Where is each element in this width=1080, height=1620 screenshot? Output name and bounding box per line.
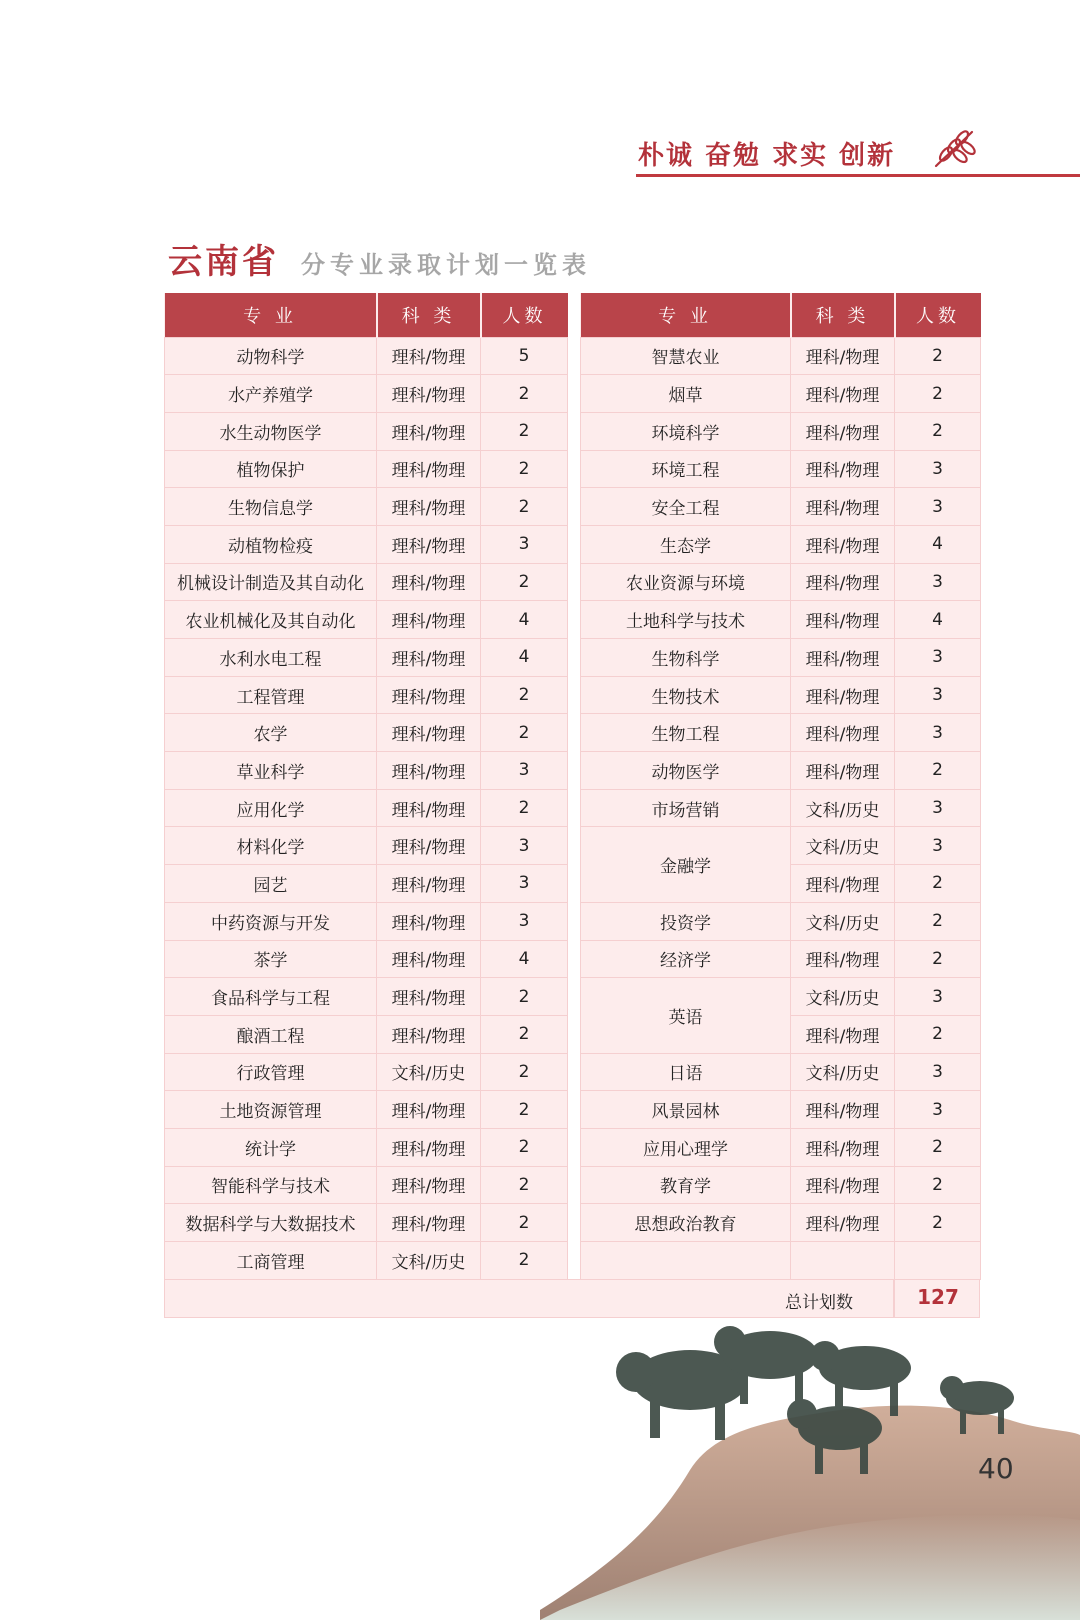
category-cell: 理科/物理 bbox=[377, 450, 481, 488]
category-cell: 理科/物理 bbox=[791, 450, 895, 488]
category-cell: 理科/物理 bbox=[377, 1015, 481, 1053]
count-cell: 4 bbox=[481, 601, 568, 639]
category-cell: 理科/物理 bbox=[377, 902, 481, 940]
table-row bbox=[581, 789, 981, 827]
count-cell: 3 bbox=[895, 978, 981, 1016]
table-row bbox=[581, 488, 981, 526]
count-cell: 3 bbox=[895, 639, 981, 677]
major-cell: 统计学 bbox=[165, 1128, 377, 1166]
table-row bbox=[581, 714, 981, 752]
count-cell: 2 bbox=[481, 1053, 568, 1091]
major-cell: 工商管理 bbox=[165, 1242, 377, 1280]
header-major: 专 业 bbox=[581, 293, 791, 337]
major-cell: 植物保护 bbox=[165, 450, 377, 488]
category-cell: 理科/物理 bbox=[377, 1128, 481, 1166]
major-cell: 动植物检疫 bbox=[165, 525, 377, 563]
major-cell: 经济学 bbox=[581, 940, 791, 978]
table-row bbox=[581, 902, 981, 940]
table-row bbox=[581, 1128, 981, 1166]
major-cell: 农业机械化及其自动化 bbox=[165, 601, 377, 639]
category-cell: 理科/物理 bbox=[377, 714, 481, 752]
category-cell: 理科/物理 bbox=[377, 1204, 481, 1242]
major-cell: 农业资源与环境 bbox=[581, 563, 791, 601]
table-row bbox=[165, 865, 568, 903]
category-cell: 理科/物理 bbox=[791, 1015, 895, 1053]
major-cell: 材料化学 bbox=[165, 827, 377, 865]
major-cell: 农学 bbox=[165, 714, 377, 752]
category-cell: 理科/物理 bbox=[377, 827, 481, 865]
count-cell: 3 bbox=[481, 865, 568, 903]
table-row bbox=[581, 1204, 981, 1242]
page-title bbox=[168, 234, 591, 283]
count-cell: 3 bbox=[895, 1053, 981, 1091]
count-cell: 2 bbox=[481, 1015, 568, 1053]
category-cell: 文科/历史 bbox=[791, 978, 895, 1016]
category-cell: 理科/物理 bbox=[791, 865, 895, 903]
table-row bbox=[581, 450, 981, 488]
category-cell: 理科/物理 bbox=[791, 676, 895, 714]
major-cell: 土地科学与技术 bbox=[581, 601, 791, 639]
left-table bbox=[164, 293, 568, 1280]
count-cell: 2 bbox=[895, 375, 981, 413]
category-cell: 理科/物理 bbox=[377, 940, 481, 978]
table-row bbox=[165, 488, 568, 526]
table-row bbox=[165, 827, 568, 865]
count-cell: 4 bbox=[895, 601, 981, 639]
table-row bbox=[165, 978, 568, 1016]
wheat-icon bbox=[932, 126, 980, 170]
major-cell: 烟草 bbox=[581, 375, 791, 413]
category-cell: 理科/物理 bbox=[377, 978, 481, 1016]
major-cell: 园艺 bbox=[165, 865, 377, 903]
major-cell: 生物工程 bbox=[581, 714, 791, 752]
count-cell: 2 bbox=[895, 1166, 981, 1204]
category-cell: 理科/物理 bbox=[791, 752, 895, 790]
major-cell: 英语 bbox=[581, 978, 791, 1053]
right-table bbox=[580, 293, 981, 1280]
table-row bbox=[581, 978, 981, 1016]
category-cell: 理科/物理 bbox=[377, 337, 481, 375]
category-cell: 理科/物理 bbox=[377, 525, 481, 563]
table-row bbox=[165, 1204, 568, 1242]
header-count: 人数 bbox=[481, 293, 568, 337]
count-cell: 3 bbox=[481, 827, 568, 865]
major-cell: 生物技术 bbox=[581, 676, 791, 714]
category-cell: 文科/历史 bbox=[791, 902, 895, 940]
category-cell: 理科/物理 bbox=[377, 1091, 481, 1129]
major-cell: 动物科学 bbox=[165, 337, 377, 375]
count-cell: 2 bbox=[481, 1204, 568, 1242]
table-row bbox=[581, 601, 981, 639]
count-cell: 2 bbox=[481, 1128, 568, 1166]
count-cell: 2 bbox=[895, 1015, 981, 1053]
table-row bbox=[165, 639, 568, 677]
count-cell: 2 bbox=[481, 1242, 568, 1280]
category-cell: 理科/物理 bbox=[377, 676, 481, 714]
major-cell: 中药资源与开发 bbox=[165, 902, 377, 940]
table-title: 分专业录取计划一览表 bbox=[301, 251, 591, 279]
category-cell: 理科/物理 bbox=[791, 375, 895, 413]
table-row bbox=[165, 1015, 568, 1053]
major-cell: 数据科学与大数据技术 bbox=[165, 1204, 377, 1242]
category-cell: 理科/物理 bbox=[377, 601, 481, 639]
major-cell: 食品科学与工程 bbox=[165, 978, 377, 1016]
count-cell: 2 bbox=[481, 676, 568, 714]
table-row bbox=[581, 563, 981, 601]
major-cell: 工程管理 bbox=[165, 676, 377, 714]
count-cell: 3 bbox=[895, 789, 981, 827]
category-cell: 理科/物理 bbox=[791, 940, 895, 978]
category-cell: 文科/历史 bbox=[791, 789, 895, 827]
category-cell: 理科/物理 bbox=[791, 1128, 895, 1166]
category-cell: 理科/物理 bbox=[377, 865, 481, 903]
count-cell: 3 bbox=[895, 1091, 981, 1129]
major-cell: 环境工程 bbox=[581, 450, 791, 488]
major-cell: 环境科学 bbox=[581, 412, 791, 450]
count-cell: 5 bbox=[481, 337, 568, 375]
count-cell: 2 bbox=[895, 865, 981, 903]
count-cell: 2 bbox=[895, 902, 981, 940]
category-cell: 理科/物理 bbox=[791, 639, 895, 677]
category-cell: 理科/物理 bbox=[791, 412, 895, 450]
category-cell: 理科/物理 bbox=[791, 714, 895, 752]
table-row bbox=[581, 940, 981, 978]
table-row bbox=[581, 375, 981, 413]
table-row bbox=[165, 789, 568, 827]
count-cell: 2 bbox=[481, 412, 568, 450]
category-cell: 理科/物理 bbox=[377, 1166, 481, 1204]
table-row bbox=[165, 940, 568, 978]
major-cell: 应用心理学 bbox=[581, 1128, 791, 1166]
count-cell: 2 bbox=[481, 563, 568, 601]
major-cell: 机械设计制造及其自动化 bbox=[165, 563, 377, 601]
major-cell: 投资学 bbox=[581, 902, 791, 940]
header-divider bbox=[636, 174, 1080, 177]
province-title: 云南省 bbox=[168, 242, 279, 282]
motto: 朴诚 奋勉 求实 创新 bbox=[638, 141, 896, 171]
table-row bbox=[165, 1053, 568, 1091]
table-row bbox=[165, 450, 568, 488]
category-cell bbox=[791, 1242, 895, 1280]
category-cell: 文科/历史 bbox=[791, 1053, 895, 1091]
table-row bbox=[581, 1091, 981, 1129]
table-row bbox=[581, 1053, 981, 1091]
page-number: 40 bbox=[978, 1452, 1014, 1485]
count-cell: 3 bbox=[481, 902, 568, 940]
category-cell: 理科/物理 bbox=[791, 1166, 895, 1204]
table-row bbox=[581, 337, 981, 375]
major-cell: 茶学 bbox=[165, 940, 377, 978]
major-cell: 智慧农业 bbox=[581, 337, 791, 375]
major-cell: 智能科学与技术 bbox=[165, 1166, 377, 1204]
major-cell: 思想政治教育 bbox=[581, 1204, 791, 1242]
table-row bbox=[581, 676, 981, 714]
table-row bbox=[165, 1091, 568, 1129]
category-cell: 文科/历史 bbox=[791, 827, 895, 865]
category-cell: 理科/物理 bbox=[791, 563, 895, 601]
category-cell: 理科/物理 bbox=[791, 601, 895, 639]
count-cell: 2 bbox=[895, 940, 981, 978]
major-cell: 金融学 bbox=[581, 827, 791, 902]
table-row bbox=[165, 1166, 568, 1204]
count-cell: 3 bbox=[481, 525, 568, 563]
table-row bbox=[581, 525, 981, 563]
count-cell: 2 bbox=[481, 450, 568, 488]
major-cell bbox=[581, 1242, 791, 1280]
count-cell: 2 bbox=[481, 488, 568, 526]
major-cell: 生态学 bbox=[581, 525, 791, 563]
count-cell: 2 bbox=[895, 1128, 981, 1166]
category-cell: 理科/物理 bbox=[791, 488, 895, 526]
table-row bbox=[165, 752, 568, 790]
table-row bbox=[581, 827, 981, 865]
table-row bbox=[165, 902, 568, 940]
table-row bbox=[165, 1128, 568, 1166]
major-cell: 日语 bbox=[581, 1053, 791, 1091]
header-major: 专 业 bbox=[165, 293, 377, 337]
major-cell: 草业科学 bbox=[165, 752, 377, 790]
count-cell: 3 bbox=[895, 488, 981, 526]
table-row bbox=[581, 639, 981, 677]
count-cell: 2 bbox=[895, 1204, 981, 1242]
major-cell: 安全工程 bbox=[581, 488, 791, 526]
major-cell: 应用化学 bbox=[165, 789, 377, 827]
count-cell: 2 bbox=[481, 1091, 568, 1129]
major-cell: 水产养殖学 bbox=[165, 375, 377, 413]
count-cell: 4 bbox=[481, 940, 568, 978]
table-row bbox=[165, 1242, 568, 1280]
table-row bbox=[165, 337, 568, 375]
count-cell: 3 bbox=[895, 563, 981, 601]
major-cell: 行政管理 bbox=[165, 1053, 377, 1091]
category-cell: 理科/物理 bbox=[791, 337, 895, 375]
count-cell: 3 bbox=[481, 752, 568, 790]
major-cell: 酿酒工程 bbox=[165, 1015, 377, 1053]
admission-plan-table bbox=[164, 293, 980, 1318]
major-cell: 水生动物医学 bbox=[165, 412, 377, 450]
count-cell bbox=[895, 1242, 981, 1280]
category-cell: 文科/历史 bbox=[377, 1242, 481, 1280]
table-row bbox=[581, 752, 981, 790]
header-category: 科 类 bbox=[377, 293, 481, 337]
table-row bbox=[165, 601, 568, 639]
count-cell: 3 bbox=[895, 714, 981, 752]
category-cell: 理科/物理 bbox=[377, 412, 481, 450]
count-cell: 2 bbox=[481, 1166, 568, 1204]
table-row bbox=[165, 525, 568, 563]
table-row bbox=[581, 1242, 981, 1280]
count-cell: 2 bbox=[895, 752, 981, 790]
major-cell: 水利水电工程 bbox=[165, 639, 377, 677]
major-cell: 风景园林 bbox=[581, 1091, 791, 1129]
header-category: 科 类 bbox=[791, 293, 895, 337]
category-cell: 理科/物理 bbox=[377, 375, 481, 413]
category-cell: 理科/物理 bbox=[377, 752, 481, 790]
category-cell: 理科/物理 bbox=[377, 488, 481, 526]
table-row bbox=[165, 676, 568, 714]
count-cell: 2 bbox=[481, 978, 568, 1016]
category-cell: 理科/物理 bbox=[791, 1091, 895, 1129]
table-row bbox=[165, 412, 568, 450]
table-row bbox=[581, 412, 981, 450]
count-cell: 2 bbox=[895, 337, 981, 375]
header-count: 人数 bbox=[895, 293, 981, 337]
count-cell: 3 bbox=[895, 827, 981, 865]
table-row bbox=[165, 563, 568, 601]
category-cell: 文科/历史 bbox=[377, 1053, 481, 1091]
category-cell: 理科/物理 bbox=[377, 639, 481, 677]
count-cell: 2 bbox=[481, 789, 568, 827]
count-cell: 3 bbox=[895, 450, 981, 488]
table-row bbox=[165, 375, 568, 413]
category-cell: 理科/物理 bbox=[377, 789, 481, 827]
category-cell: 理科/物理 bbox=[791, 525, 895, 563]
count-cell: 4 bbox=[895, 525, 981, 563]
count-cell: 2 bbox=[481, 375, 568, 413]
major-cell: 土地资源管理 bbox=[165, 1091, 377, 1129]
major-cell: 教育学 bbox=[581, 1166, 791, 1204]
major-cell: 市场营销 bbox=[581, 789, 791, 827]
count-cell: 2 bbox=[481, 714, 568, 752]
count-cell: 2 bbox=[895, 412, 981, 450]
table-row bbox=[165, 714, 568, 752]
category-cell: 理科/物理 bbox=[377, 563, 481, 601]
total-label: 总计划数 bbox=[785, 1293, 853, 1313]
total-value: 127 bbox=[917, 1285, 959, 1309]
count-cell: 4 bbox=[481, 639, 568, 677]
major-cell: 动物医学 bbox=[581, 752, 791, 790]
major-cell: 生物科学 bbox=[581, 639, 791, 677]
count-cell: 3 bbox=[895, 676, 981, 714]
category-cell: 理科/物理 bbox=[791, 1204, 895, 1242]
major-cell: 生物信息学 bbox=[165, 488, 377, 526]
table-row bbox=[581, 1166, 981, 1204]
